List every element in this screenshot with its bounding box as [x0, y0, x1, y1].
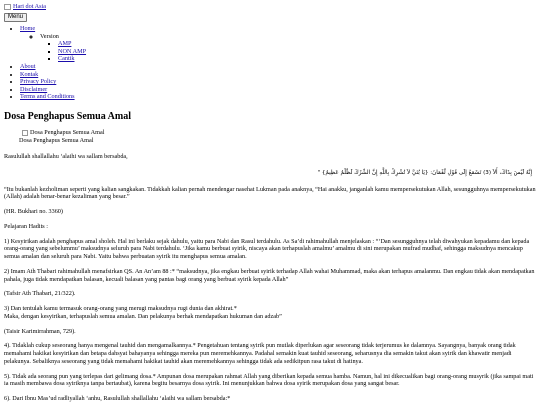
nav-sublist	[20, 33, 536, 63]
nav-item-cantik	[58, 55, 536, 63]
paragraph	[4, 305, 536, 321]
nav-link-about[interactable]: About	[20, 62, 36, 70]
paragraph: 6). Dari Ibnu Mas’ud radliyallah ‘anhu, Rasulullah shallallahu ‘alaihi wa sallam bersabda:*	[4, 395, 231, 403]
article	[4, 111, 536, 403]
nav-item-home	[20, 25, 536, 63]
paragraph: 5). Tidak ada seorang pun yang terlepas dari gelimang dosa.* Ampunan dosa merupakan rahmat Allah yang diberikan kepada semua hamba. Namun, hal ini dikecualikan bagi orang-orang musyrik (jika sampai mati ia masih membawa dosa syiriknya tanpa bertaubat), karena begitu besarnya dosa syirik. Ini menunjukkan bahwa dosa syirik merupakan dosa yang sangat besar.	[4, 372, 534, 388]
nav-list	[4, 25, 536, 101]
nav-link-home[interactable]: Home	[20, 25, 36, 32]
paragraph: Pelajaran Hadits :	[4, 222, 48, 230]
paragraph: 1) Kesyirikan adalah penghapus amal sholeh. Hal ini berlaku sejak dahulu, yaitu para Nabi dan Rasul terdahulu. As Sa’di rahimahullah menjelaskan : “‘Dan sesungguhnya telah diwahyukan kepadamu dan kepada orang-orang yang sebelummu’ maksudnya seluruh para Nabi terdahulu. ‘Jika kamu berbuat syirik, niscaya akan terhapuslah amalmu’ amalmu di sini merupakan mufrad mudhaf, sehingga maksudnya mencakup semua amalan dan seluruh para Nabi. Yaitu bahwa perbuatan syirik itu menghapus semua amalan.	[4, 237, 530, 261]
nav-link-non-amp[interactable]: NON AMP	[58, 47, 87, 55]
paragraph: Rasulullah shallallahu ‘alaihi wa sallam bersabda,	[4, 152, 128, 160]
article-image	[19, 129, 536, 137]
article-title: Dosa Penghapus Semua Amal	[4, 110, 131, 122]
paragraph: (HR. Bukhari no. 3360)	[4, 208, 63, 216]
broken-image-icon	[22, 130, 28, 136]
site-logo[interactable]	[4, 3, 536, 11]
nav-link-disclaimer[interactable]: Disclaimer	[20, 85, 48, 93]
nav-item-amp	[58, 40, 536, 48]
nav-item-privacy	[20, 78, 536, 86]
nav-item-version	[40, 33, 536, 63]
menu-button[interactable]: Menu	[4, 13, 27, 22]
nav-link-kontak[interactable]: Kontak	[20, 70, 39, 78]
paragraph-line: Maka, dengan kesyirikan, terhapuslah semua amalan. Dan pelakunya berhak mendapatkan hukuman dan adzab”	[4, 312, 282, 320]
nav-item-terms	[20, 93, 536, 101]
paragraph: (Tafsir Ath Thabari, 21/322).	[4, 290, 76, 298]
image-caption: Dosa Penghapus Semua Amal	[19, 137, 94, 145]
nav-link-terms[interactable]: Terms and Conditions	[20, 93, 75, 101]
nav-item-kontak	[20, 71, 536, 79]
broken-image-icon	[4, 4, 11, 10]
nav-item-non-amp	[58, 48, 536, 56]
nav-link-amp[interactable]: AMP	[58, 40, 72, 48]
paragraph: 2) Imam Ath Thabari rahimahullah menafsirkan QS. An An’am 88 :* “maksudnya, jika engkau berbuat syirik terhadap Allah wahai Muhammad, maka akan terhapus amalanmu. Dan engkau tidak akan mendapatkan pahala, juga tidak mendapatkan balasan, kecuali balasan yang pantas bagi orang yang berbuat syirik kepada Allah”	[4, 267, 535, 283]
article-figure	[19, 129, 536, 145]
nav-item-disclaimer	[20, 86, 536, 94]
paragraph: “Itu bukanlah kezholiman seperti yang kalian sangkakan. Tidakkah kalian pernah mendengar nasehat Lukman pada anaknya, “Hai anakku, janganlah kamu mempersekutukan Allah, sesungguhnya mempersekutukan (Allah) adalah benar-benar kezaliman yang besar.”	[4, 185, 536, 201]
paragraph: (Taisir Karimirrahman, 729).	[4, 327, 76, 335]
main-navigation	[4, 25, 536, 101]
nav-item-about	[20, 63, 536, 71]
paragraph-line: 3) Dan tentulah kamu termasuk orang-orang yang merugi maksudnya rugi dunia dan akhirat.*	[4, 305, 237, 313]
nav-label-version: Version	[40, 32, 59, 40]
nav-link-privacy[interactable]: Privacy Policy	[20, 78, 57, 86]
image-alt-text: Dosa Penghapus Semua Amal	[30, 129, 105, 137]
nav-subsublist	[40, 40, 536, 63]
nav-link-cantik[interactable]: Cantik	[58, 55, 75, 63]
arabic-text: إِنَّهُ لَيْسَ بِذَاكَ، أَلاَ (3) تَسْمَعُ إِلَى قَوْلِ لُقْمَانَ: {يَا بُنَيَّ لاَ تُشْرِكْ بِاللَّهِ إِنَّ الشِّرْكَ لَظُلْمٌ عَظِيمٌ} "	[317, 169, 532, 176]
logo-link[interactable]: Hari dot Asia	[13, 3, 46, 11]
paragraph: 4). Tidaklah cukup seseorang hanya mengenal tauhid dan mengamalkannya.* Pengetahuan tentang syirik pun mutlak diperlukan agar seseorang tidak terjerumus ke dalamnya. Sayangnya, banyak orang tidak memahami hakikat kesyirikan dan betapa dahsyat bahayanya sehingga mereka pun meremehkannya. Padahal semakin kuat tauhid seseorang, seharusnya dia semakin takut akan syirik dan khawatir menjadi pelakunya. Sebaliknya seseorang yang tidak memahami hakikat tauhid akan meremehkannya sehingga tidak ada sedikitpun rasa takut di hatinya.	[4, 342, 516, 365]
